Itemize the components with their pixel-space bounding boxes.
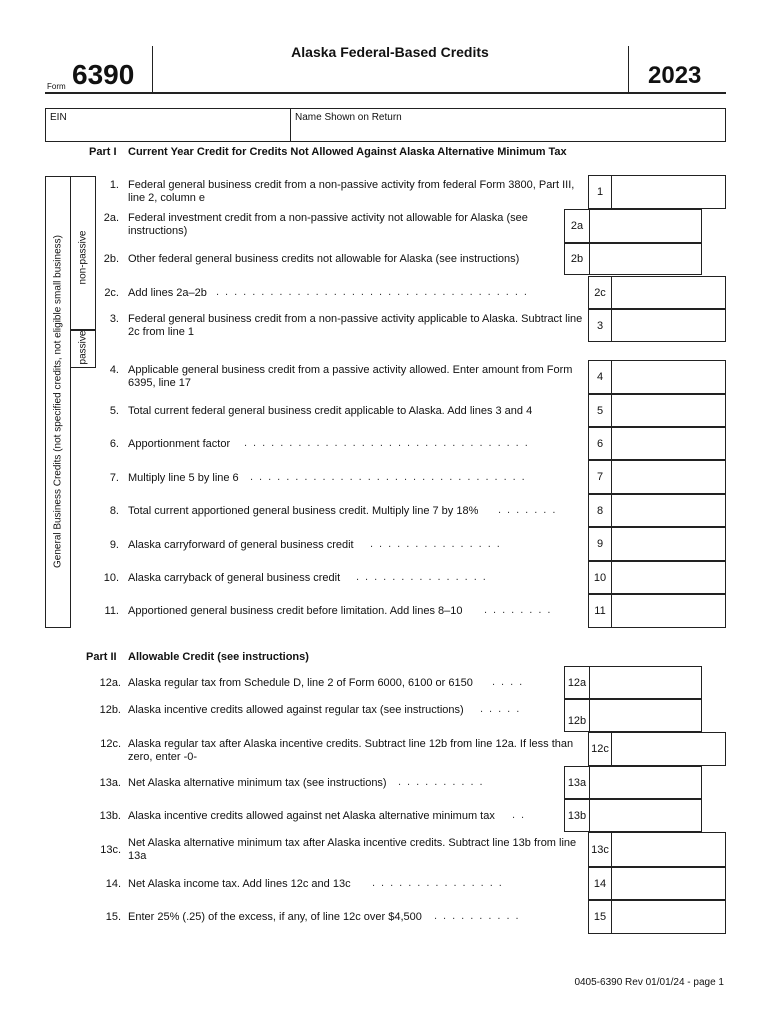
line-11-box-label: 11 <box>588 594 612 628</box>
line-10-box-label: 10 <box>588 561 612 594</box>
line-3-number: 3. <box>109 313 119 325</box>
line-6-amount[interactable] <box>611 427 726 460</box>
line-14-leader: ............... <box>372 877 508 889</box>
line-12a-number: 12a. <box>99 677 121 689</box>
line-2c-number: 2c. <box>104 287 119 299</box>
line-6-number: 6. <box>109 438 119 450</box>
form-number: 6390 <box>72 59 135 90</box>
line-7-text: Multiply line 5 by line 6 <box>128 472 239 484</box>
line-9-text: Alaska carryforward of general business credit <box>128 539 354 551</box>
line-12c-box-label: 12c <box>588 732 612 766</box>
line-4-number: 4. <box>109 364 119 376</box>
line-4-text: Applicable general business credit from a passive activity allowed. Enter amount from Form 6395, line 17 <box>128 364 573 389</box>
line-8-leader: ....... <box>498 504 562 516</box>
line-10-number: 10. <box>103 572 119 584</box>
line-12b-number: 12b. <box>99 704 121 716</box>
line-9-amount[interactable] <box>611 527 726 561</box>
line-5-box-label: 5 <box>588 394 612 427</box>
line-8-amount[interactable] <box>611 494 726 527</box>
header-divider-right <box>628 46 629 92</box>
line-1-amount[interactable] <box>611 175 726 209</box>
line-13a-amount[interactable] <box>589 766 702 799</box>
line-12b-leader: ..... <box>480 703 526 715</box>
line-13b-amount[interactable] <box>589 799 702 832</box>
line-12a-text: Alaska regular tax from Schedule D, line 2 of Form 6000, 6100 or 6150 <box>128 677 473 689</box>
line-13b-box-label: 13b <box>564 799 590 832</box>
line-12b-text: Alaska incentive credits allowed against regular tax (see instructions) <box>128 704 464 716</box>
footer-code: 0405-6390 Rev 01/01/24 - page 1 <box>574 977 724 988</box>
line-6-text: Apportionment factor <box>128 438 231 450</box>
line-12a-amount[interactable] <box>589 666 702 699</box>
line-2a-text: Federal investment credit from a non-passive activity not allowable for Alaska (see instructions) <box>128 212 528 237</box>
line-9-leader: ............... <box>370 538 506 550</box>
line-2c-amount[interactable] <box>611 276 726 309</box>
header-divider-left <box>152 46 153 92</box>
line-13a-number: 13a. <box>99 777 121 789</box>
line-10-amount[interactable] <box>611 561 726 594</box>
line-11-text: Apportioned general business credit before limitation. Add lines 8–10 <box>128 605 463 617</box>
line-2b-amount[interactable] <box>589 243 702 275</box>
line-13c-text: Net Alaska alternative minimum tax after Alaska incentive credits. Subtract line 13b from line 13a <box>128 837 577 862</box>
line-2a-amount[interactable] <box>589 209 702 243</box>
tax-year: 2023 <box>648 62 702 89</box>
line-14-number: 14. <box>105 878 121 890</box>
ein-field[interactable] <box>45 108 291 142</box>
line-13c-number: 13c. <box>100 844 121 856</box>
line-9-box-label: 9 <box>588 527 612 561</box>
line-10-leader: ............... <box>356 571 492 583</box>
line-14-amount[interactable] <box>611 867 726 900</box>
form-title: Alaska Federal-Based Credits <box>291 44 489 60</box>
line-13b-text: Alaska incentive credits allowed against net Alaska alternative minimum tax <box>128 810 495 822</box>
line-12b-box-label: 12b <box>564 699 590 732</box>
line-6-box-label: 6 <box>588 427 612 460</box>
line-2a-number: 2a. <box>103 212 119 224</box>
part1-title: Current Year Credit for Credits Not Allowed Against Alaska Alternative Minimum Tax <box>128 146 567 158</box>
line-13a-leader: .......... <box>398 776 489 788</box>
line-13b-leader: .. <box>512 809 531 821</box>
line-2b-number: 2b. <box>103 253 119 265</box>
line-14-box-label: 14 <box>588 867 612 900</box>
line-2c-text: Add lines 2a–2b <box>128 287 207 299</box>
nonpassive-label: non-passive <box>77 230 89 285</box>
line-7-box-label: 7 <box>588 460 612 494</box>
line-5-number: 5. <box>109 405 119 417</box>
ein-label: EIN <box>50 112 67 123</box>
line-11-leader: ........ <box>484 604 557 616</box>
line-7-leader: ............................... <box>250 471 531 483</box>
line-15-number: 15. <box>105 911 121 923</box>
line-2c-box-label: 2c <box>588 276 612 309</box>
line-15-text: Enter 25% (.25) of the excess, if any, of line 12c over $4,500 <box>128 911 422 923</box>
line-13c-box-label: 13c <box>588 832 612 867</box>
line-12c-number: 12c. <box>100 738 121 750</box>
line-4-amount[interactable] <box>611 360 726 394</box>
line-12c-text: Alaska regular tax after Alaska incentive credits. Subtract line 12b from line 12a. If less than zero, enter -0- <box>128 738 574 763</box>
line-13b-number: 13b. <box>99 810 121 822</box>
side-label: General Business Credits (not specified credits, not eligible small business) <box>52 235 64 568</box>
line-12a-box-label: 12a <box>564 666 590 699</box>
line-5-amount[interactable] <box>611 394 726 427</box>
line-12b-amount[interactable] <box>589 699 702 732</box>
part2-title: Allowable Credit (see instructions) <box>128 651 309 663</box>
line-1-box-label: 1 <box>588 175 612 209</box>
line-1-text: Federal general business credit from a non-passive activity from federal Form 3800, Part III, line 2, column e <box>128 179 575 204</box>
line-14-text: Net Alaska income tax. Add lines 12c and 13c <box>128 878 351 890</box>
line-3-amount[interactable] <box>611 309 726 342</box>
line-8-number: 8. <box>109 505 119 517</box>
line-9-number: 9. <box>109 539 119 551</box>
line-8-box-label: 8 <box>588 494 612 527</box>
line-2a-box-label: 2a <box>564 209 590 243</box>
part1-label: Part I <box>89 146 117 158</box>
line-7-amount[interactable] <box>611 460 726 494</box>
line-12c-amount[interactable] <box>611 732 726 766</box>
line-13c-amount[interactable] <box>611 832 726 867</box>
line-2b-box-label: 2b <box>564 243 590 275</box>
line-7-number: 7. <box>109 472 119 484</box>
line-13a-box-label: 13a <box>564 766 590 799</box>
name-label: Name Shown on Return <box>295 112 402 123</box>
line-3-box-label: 3 <box>588 309 612 342</box>
line-12a-leader: .... <box>492 676 529 688</box>
line-15-amount[interactable] <box>611 900 726 934</box>
part2-label: Part II <box>86 651 117 663</box>
line-10-text: Alaska carryback of general business credit <box>128 572 341 584</box>
line-2b-text: Other federal general business credits not allowable for Alaska (see instructions) <box>128 253 520 265</box>
line-2c-leader: ................................... <box>216 286 533 298</box>
line-3-text: Federal general business credit from a non-passive activity applicable to Alaska. Subtract line 2c from line 1 <box>128 313 583 338</box>
line-15-box-label: 15 <box>588 900 612 934</box>
line-15-leader: .......... <box>434 910 525 922</box>
line-4-box-label: 4 <box>588 360 612 394</box>
line-1-number: 1. <box>109 179 119 191</box>
passive-label: passive <box>77 330 89 365</box>
line-6-leader: ................................ <box>244 437 534 449</box>
line-13a-text: Net Alaska alternative minimum tax (see instructions) <box>128 777 387 789</box>
header-rule <box>45 92 726 94</box>
line-8-text: Total current apportioned general business credit. Multiply line 7 by 18% <box>128 505 479 517</box>
line-11-number: 11. <box>104 605 119 617</box>
line-11-amount[interactable] <box>611 594 726 628</box>
line-5-text: Total current federal general business credit applicable to Alaska. Add lines 3 and 4 <box>128 405 533 417</box>
form-word: Form <box>47 82 66 91</box>
